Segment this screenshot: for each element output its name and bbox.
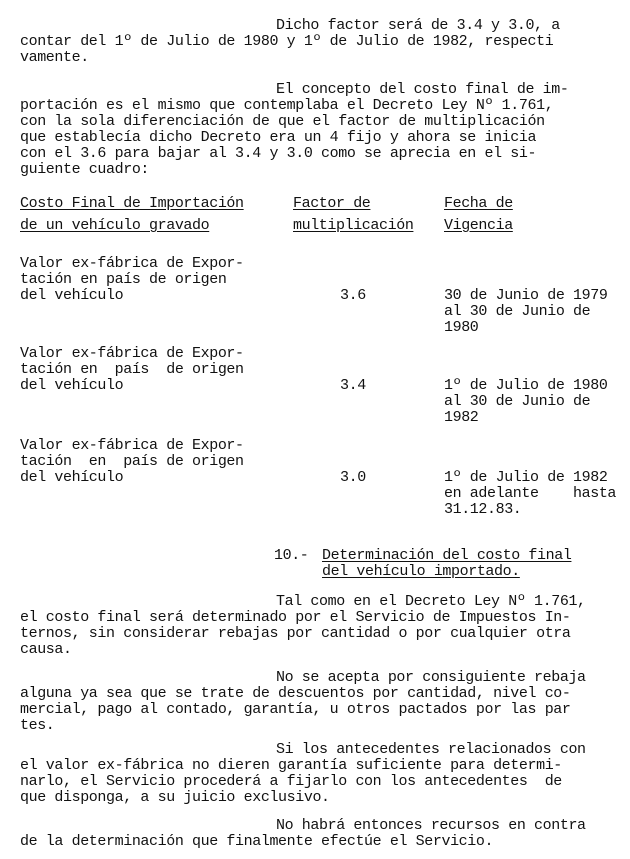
- table-header-date-line-1: Fecha de: [444, 195, 513, 212]
- intro-line-3: vamente.: [20, 49, 89, 66]
- table-header-factor-line-2: multiplicación: [293, 217, 414, 234]
- table-row-1-factor: 3.6: [340, 287, 366, 304]
- table-row-1-date-1: 30 de Junio de 1979: [444, 287, 608, 304]
- table-row-3-desc-2: tación en país de origen: [20, 453, 244, 470]
- para-3-line-2: el valor ex-fábrica no dieren garantía suficiente para determi-: [20, 757, 562, 774]
- intro-line-1: Dicho factor será de 3.4 y 3.0, a: [276, 17, 560, 34]
- table-row-2-desc-3: del vehículo: [20, 377, 124, 394]
- section-10-title-line-2: del vehículo importado.: [322, 563, 520, 580]
- para-1-line-4: causa.: [20, 641, 72, 658]
- table-row-3-factor: 3.0: [340, 469, 366, 486]
- section-10-title-line-1: Determinación del costo final: [322, 547, 572, 564]
- table-row-2-desc-1: Valor ex-fábrica de Expor-: [20, 345, 244, 362]
- para-2-line-1: No se acepta por consiguiente rebaja: [276, 669, 586, 686]
- para-1-line-3: ternos, sin considerar rebajas por cantidad o por cualquier otra: [20, 625, 571, 642]
- concept-line-1: El concepto del costo final de im-: [276, 81, 569, 98]
- para-2-line-4: tes.: [20, 717, 55, 734]
- table-header-date-line-2: Vigencia: [444, 217, 513, 234]
- para-4-line-2: de la determinación que finalmente efectúe el Servicio.: [20, 833, 494, 850]
- concept-line-6: guiente cuadro:: [20, 161, 150, 178]
- table-row-3-date-2: en adelante hasta: [444, 485, 617, 502]
- table-row-3-desc-1: Valor ex-fábrica de Expor-: [20, 437, 244, 454]
- table-row-2-desc-2: tación en país de origen: [20, 361, 244, 378]
- table-row-1-desc-1: Valor ex-fábrica de Expor-: [20, 255, 244, 272]
- concept-line-2: portación es el mismo que contemplaba el Decreto Ley Nº 1.761,: [20, 97, 554, 114]
- para-2-line-3: mercial, pago al contado, garantía, u otros pactados por las par: [20, 701, 571, 718]
- para-3-line-4: que disponga, a su juicio exclusivo.: [20, 789, 330, 806]
- table-row-2-date-1: 1º de Julio de 1980: [444, 377, 608, 394]
- table-row-2-date-3: 1982: [444, 409, 479, 426]
- table-row-1-desc-3: del vehículo: [20, 287, 124, 304]
- table-header-cost-line-2: de un vehículo gravado: [20, 217, 210, 234]
- para-2-line-2: alguna ya sea que se trate de descuentos por cantidad, nivel co-: [20, 685, 571, 702]
- intro-line-2: contar del 1º de Julio de 1980 y 1º de Julio de 1982, respecti: [20, 33, 554, 50]
- table-row-1-date-2: al 30 de Junio de: [444, 303, 591, 320]
- table-header-cost-line-1: Costo Final de Importación: [20, 195, 244, 212]
- table-row-3-date-3: 31.12.83.: [444, 501, 522, 518]
- para-1-line-1: Tal como en el Decreto Ley Nº 1.761,: [276, 593, 586, 610]
- para-4-line-1: No habrá entonces recursos en contra: [276, 817, 586, 834]
- table-row-1-desc-2: tación en país de origen: [20, 271, 227, 288]
- table-header-factor-line-1: Factor de: [293, 195, 371, 212]
- table-row-3-desc-3: del vehículo: [20, 469, 124, 486]
- concept-line-3: con la sola diferenciación de que el factor de multiplicación: [20, 113, 545, 130]
- concept-line-4: que establecía dicho Decreto era un 4 fijo y ahora se inicia: [20, 129, 537, 146]
- concept-line-5: con el 3.6 para bajar al 3.4 y 3.0 como se aprecia en el si-: [20, 145, 537, 162]
- para-3-line-1: Si los antecedentes relacionados con: [276, 741, 586, 758]
- table-row-1-date-3: 1980: [444, 319, 479, 336]
- section-10-number: 10.-: [274, 547, 309, 564]
- table-row-2-factor: 3.4: [340, 377, 366, 394]
- para-1-line-2: el costo final será determinado por el Servicio de Impuestos In-: [20, 609, 571, 626]
- table-row-2-date-2: al 30 de Junio de: [444, 393, 591, 410]
- para-3-line-3: narlo, el Servicio procederá a fijarlo con los antecedentes de: [20, 773, 562, 790]
- table-row-3-date-1: 1º de Julio de 1982: [444, 469, 608, 486]
